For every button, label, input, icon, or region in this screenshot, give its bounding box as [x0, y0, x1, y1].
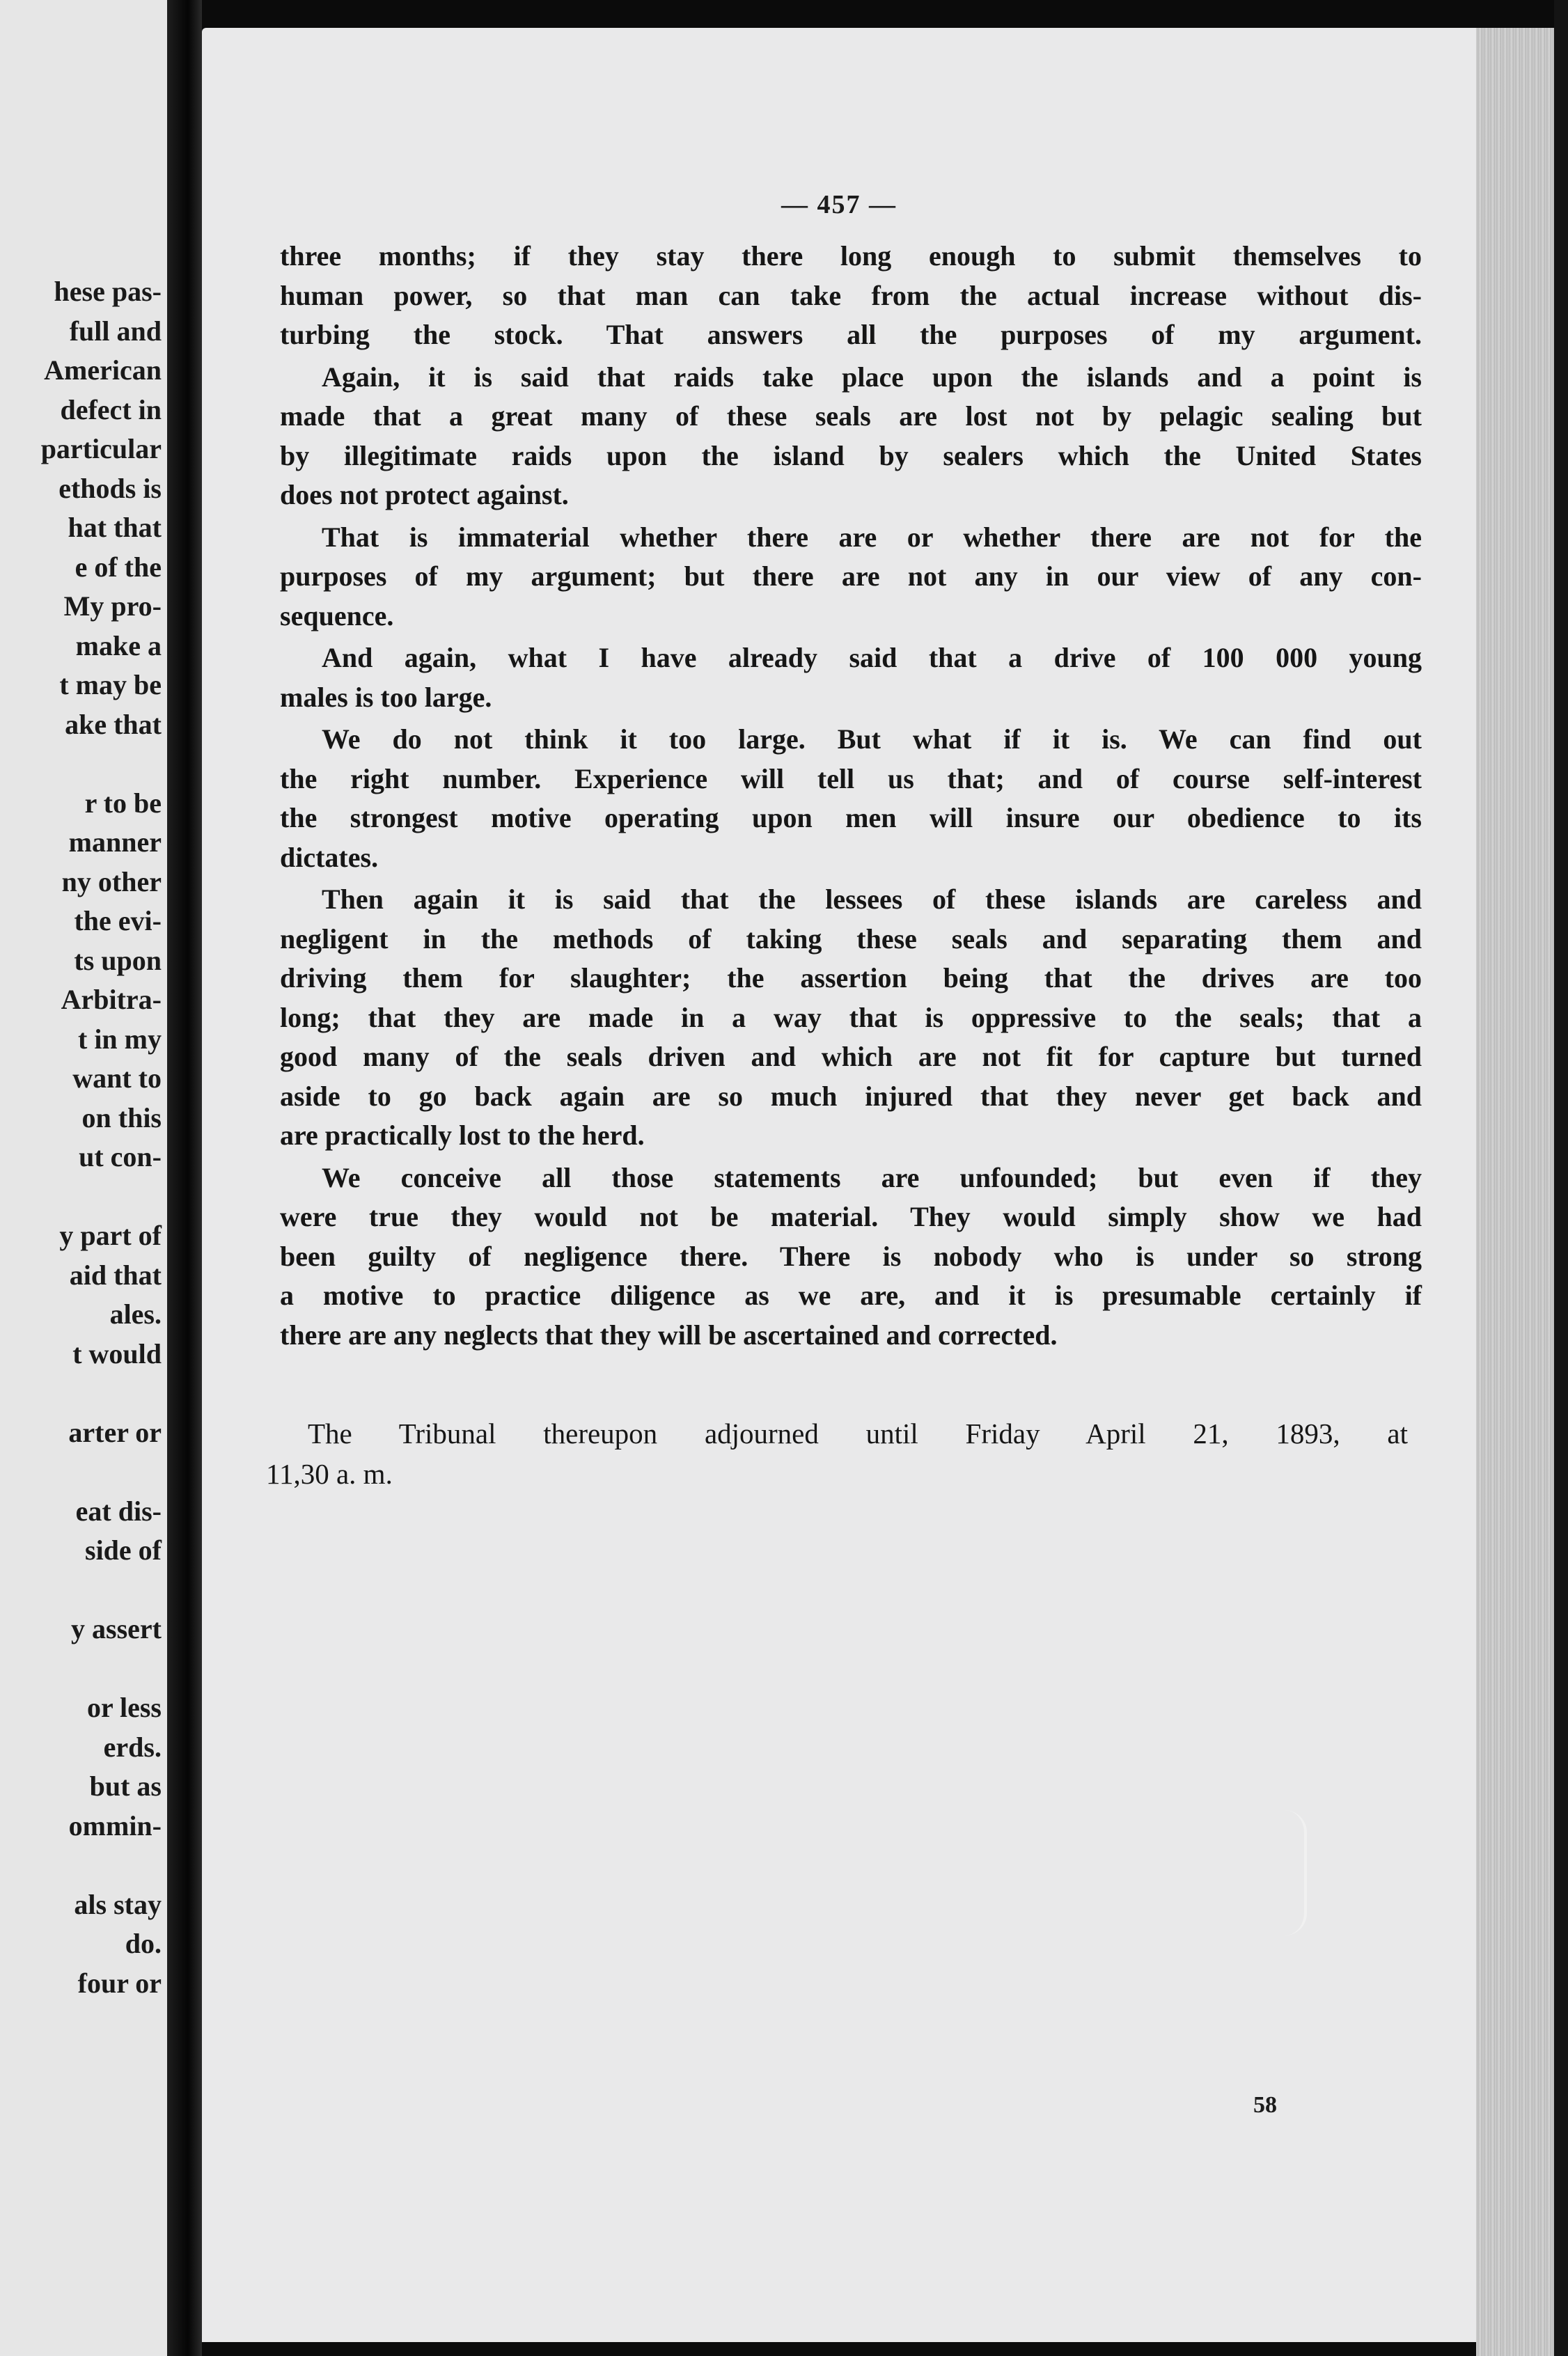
text-line: And again, what I have already said that a drive of 100 000 young [322, 642, 1422, 673]
previous-page-line: e of the [75, 551, 162, 583]
text-line: purposes of my argument; but there are not any in our view of any con- [280, 560, 1422, 592]
signature-mark: 58 [1253, 2092, 1277, 2118]
text-line: there are any neglects that they will be ascertained and corrected. [280, 1319, 1058, 1351]
previous-page-line: defect in [60, 394, 162, 425]
text-line: We do not think it too large. But what if it is. We can find out [322, 723, 1422, 755]
text-line: dictates. [280, 841, 379, 873]
paragraph [280, 720, 1422, 877]
text-line: human power, so that man can take from the actual increase without dis- [280, 279, 1422, 311]
previous-page-line: do. [125, 1928, 162, 1959]
body-text [280, 237, 1422, 1355]
book-gutter [167, 0, 202, 2356]
text-line: a motive to practice diligence as we are, and it is presumable certainly if [280, 1280, 1422, 1311]
previous-page-line: y part of [59, 1220, 162, 1251]
text-line: the strongest motive operating upon men will insure our obedience to its [280, 802, 1422, 833]
text-line: That is immaterial whether there are or whether there are not for the [322, 521, 1422, 553]
previous-page-line: erds. [103, 1731, 162, 1763]
previous-page-line: ny other [61, 866, 162, 897]
paragraph [280, 638, 1422, 717]
previous-page-line: on this [81, 1102, 162, 1133]
previous-page-line: ts upon [74, 945, 162, 976]
text-line: the right number. Experience will tell us that; and of course self-interest [280, 762, 1422, 794]
previous-page-line: t may be [59, 669, 162, 700]
closing-line: The Tribunal thereupon adjourned until Friday April 21, 1893, at [308, 1417, 1408, 1450]
previous-page-line: ut con- [79, 1141, 162, 1172]
previous-page-line: eat dis- [75, 1495, 162, 1527]
text-line: Again, it is said that raids take place upon the islands and a point is [322, 361, 1422, 393]
scan-glare [1285, 1810, 1307, 1935]
previous-page-line: American [44, 354, 162, 386]
paragraph [280, 518, 1422, 636]
previous-page-line: arter or [68, 1417, 162, 1448]
text-line: driving them for slaughter; the assertion being that the drives are too [280, 962, 1422, 994]
previous-page-line: side of [85, 1534, 162, 1566]
previous-page-line: ethods is [58, 473, 162, 504]
text-line: turbing the stock. That answers all the purposes of my argument. [280, 319, 1422, 350]
paragraph [280, 880, 1422, 1156]
text-line: does not protect against. [280, 479, 569, 510]
paragraph [280, 358, 1422, 515]
scan-border [1554, 0, 1568, 2356]
previous-page-line: r to be [84, 787, 162, 819]
previous-page-line: particular [40, 433, 162, 464]
paragraph [280, 1159, 1422, 1356]
text-line: aside to go back again are so much injured that they never get back and [280, 1080, 1422, 1112]
previous-page-line: want to [72, 1062, 162, 1094]
text-line: good many of the seals driven and which are not fit for capture but turned [280, 1041, 1422, 1072]
previous-page-line: My pro- [63, 590, 162, 622]
previous-page-line: y assert [71, 1613, 162, 1644]
paragraph [280, 237, 1422, 355]
previous-page-line: hese pas- [54, 276, 162, 307]
text-line: We conceive all those statements are unfounded; but even if they [322, 1161, 1422, 1193]
text-line: made that a great many of these seals are lost not by pelagic sealing but [280, 400, 1422, 432]
closing-paragraph [266, 1413, 1408, 1494]
previous-page-line: t would [72, 1338, 162, 1369]
previous-page-line: the evi- [74, 905, 162, 936]
previous-page-line: aid that [69, 1259, 162, 1291]
previous-page-line: Arbitra- [61, 984, 162, 1015]
text-line: been guilty of negligence there. There is nobody who is under so strong [280, 1240, 1422, 1272]
previous-page-line: hat that [68, 512, 162, 543]
text-line: long; that they are made in a way that is oppressive to the seals; that a [280, 1001, 1422, 1033]
previous-page-line: or less [86, 1692, 162, 1723]
previous-page-line: ales. [109, 1298, 162, 1330]
previous-page-line: t in my [78, 1023, 162, 1055]
text-line: were true they would not be material. They would simply show we had [280, 1201, 1422, 1232]
page [202, 28, 1476, 2342]
previous-page-line: four or [77, 1968, 162, 1999]
previous-page-line: make a [75, 630, 162, 661]
previous-page-line: ake that [65, 709, 162, 740]
page-number: — 457 — [781, 190, 897, 219]
closing-line: 11,30 a. m. [266, 1458, 393, 1490]
text-line: males is too large. [280, 681, 492, 713]
previous-page-line: but as [89, 1770, 162, 1802]
text-line: by illegitimate raids upon the island by sealers which the United States [280, 439, 1422, 471]
text-line: negligent in the methods of taking these seals and separating them and [280, 922, 1422, 955]
text-line: Then again it is said that the lessees of these islands are careless and [322, 883, 1422, 915]
previous-page-line: als stay [74, 1889, 162, 1920]
previous-page-line: manner [68, 826, 162, 858]
previous-page-line: ommin- [68, 1810, 162, 1841]
text-line: sequence. [280, 599, 394, 631]
previous-page-strip [0, 0, 167, 2356]
previous-page-line: full and [69, 315, 162, 347]
text-line: are practically lost to the herd. [280, 1120, 645, 1151]
text-line: three months; if they stay there long enough to submit themselves to [280, 240, 1422, 272]
